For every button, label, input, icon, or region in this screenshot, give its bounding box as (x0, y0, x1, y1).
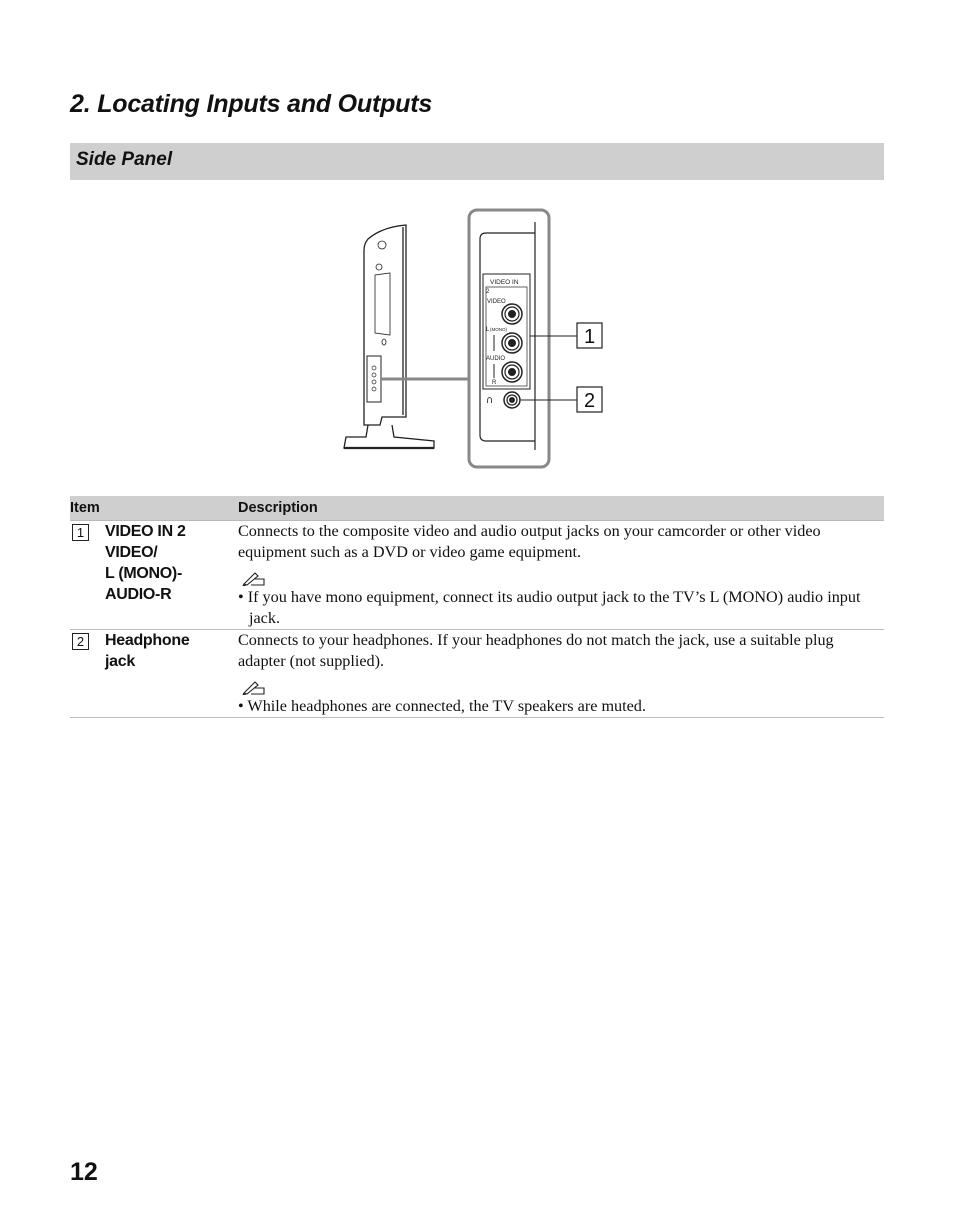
note-pencil-icon (242, 679, 266, 695)
jack-l-label: L (486, 327, 490, 333)
item-number: 1 (72, 524, 89, 541)
side-panel-illustration (330, 205, 620, 475)
jack-mono-label: (MONO) (490, 327, 507, 332)
video-jack (502, 304, 522, 324)
item-name: Headphone jack (105, 632, 190, 670)
item-number: 2 (72, 633, 89, 650)
table-row (70, 521, 884, 630)
tv-side-profile (364, 225, 406, 425)
page-number: 12 (70, 1158, 98, 1186)
section-header (70, 143, 884, 180)
section-title: Side Panel (76, 149, 173, 170)
item-note: • While headphones are connected, the TV speakers are muted. (238, 697, 646, 715)
callout-2: 2 (583, 390, 596, 412)
header-item: Item (70, 496, 238, 521)
table-row (70, 630, 884, 718)
headphone-jack (504, 392, 520, 408)
note-pencil-icon (242, 570, 266, 586)
panel-number: 2 (486, 289, 490, 295)
tv-stand (344, 425, 434, 448)
item-description: Connects to the composite video and audio output jacks on your camcorder or other video equipment such as a DVD or video game equipment. (238, 522, 821, 561)
item-note: • If you have mono equipment, connect its audio output jack to the TV’s L (MONO) audio input jack. (238, 588, 861, 627)
headphone-icon: ∩ (486, 395, 494, 406)
callout-1: 1 (583, 326, 596, 348)
header-description: Description (238, 496, 884, 521)
jack-r-label: R (492, 380, 497, 386)
item-description: Connects to your headphones. If your headphones do not match the jack, use a suitable plug adapter (not supplied). (238, 631, 834, 670)
items-table (70, 496, 884, 718)
audio-r-jack (502, 362, 522, 382)
table-header (70, 496, 884, 521)
zoom-frame (469, 210, 549, 467)
panel-label: VIDEO IN (490, 279, 519, 286)
jack-video-label: VIDEO (487, 299, 506, 305)
jack-audio-label: AUDIO (486, 356, 506, 362)
audio-l-jack (502, 333, 522, 353)
item-name: VIDEO IN 2 VIDEO/ L (MONO)- AUDIO-R (105, 523, 186, 603)
page-title: 2. Locating Inputs and Outputs (70, 90, 433, 118)
